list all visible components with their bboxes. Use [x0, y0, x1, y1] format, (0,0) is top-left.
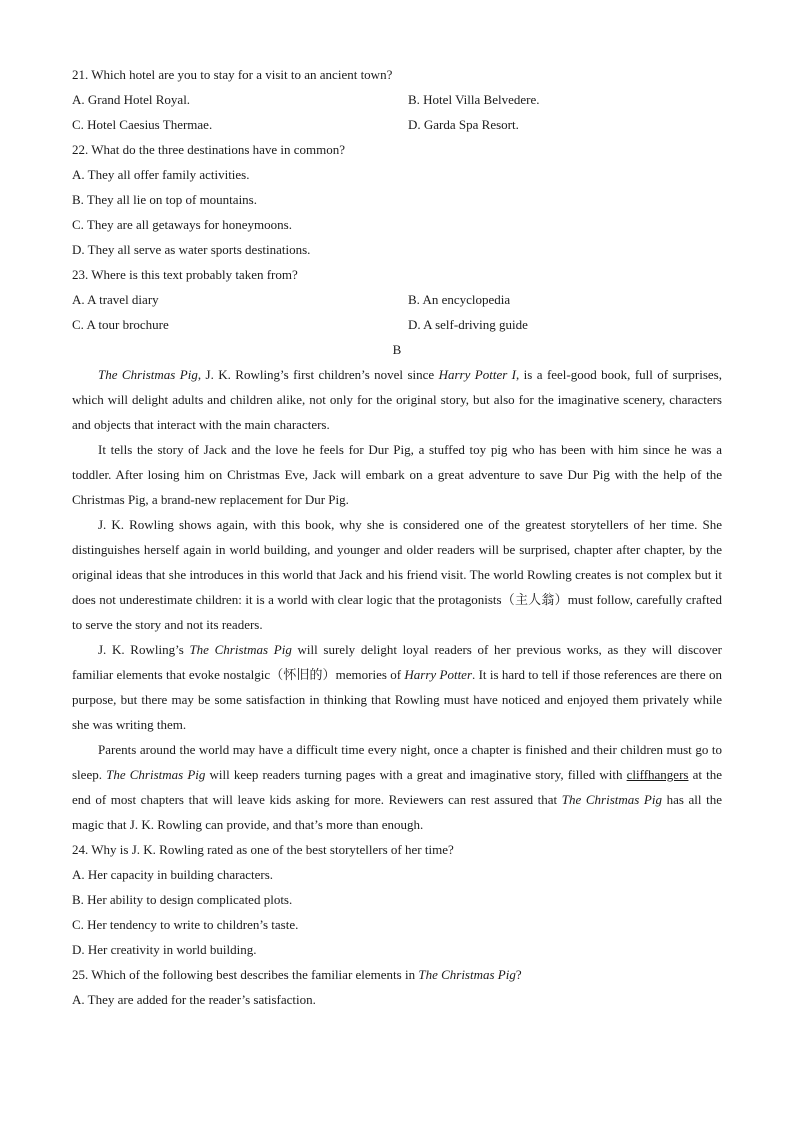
- question-22-stem: 22. What do the three destinations have in common?: [72, 142, 346, 157]
- question-21-option-b: B. Hotel Villa Belvedere.: [408, 92, 540, 107]
- book-title: The Christmas Pig: [418, 967, 516, 982]
- question-21-option-d: D. Garda Spa Resort.: [408, 117, 519, 132]
- question-22-option-a: A. They all offer family activities.: [72, 167, 250, 182]
- question-23-stem: 23. Where is this text probably taken from?: [72, 267, 298, 282]
- question-text: 25. Which of the following best describes the familiar elements in: [72, 967, 419, 982]
- passage-paragraph-5: [72, 737, 722, 837]
- passage-paragraph-2: It tells the story of Jack and the love he feels for Dur Pig, a stuffed toy pig who has been with him since he was a toddler. After losing him on Christmas Eve, Jack will embark on a great adventure to save Dur Pig with the help of the Christmas Pig, a brand-new replacement for Dur Pig.: [72, 442, 722, 507]
- passage-paragraph-3: J. K. Rowling shows again, with this book, why she is considered one of the greatest storytellers of her time. She distinguishes herself again in world building, and younger and older readers will be surprised, chapter after chapter, by the original ideas that she introduces in this world that Jack and his friend visit. The world Rowling creates is not complex but it does not underestimate children: it is a world with clear logic that the protagonists（主人翁）must follow, carefully crafted to serve the story and not its readers.: [72, 517, 722, 632]
- book-title: The Christmas Pig: [106, 767, 206, 782]
- paragraph-text: J. K. Rowling’s: [98, 642, 190, 657]
- section-label: B: [392, 342, 402, 357]
- question-24-option-d: D. Her creativity in world building.: [72, 942, 257, 957]
- paragraph-text: will surely delight loyal readers of her previous works, as they will discover familiar elements that evoke nostalgic（怀旧的）memories of: [72, 642, 722, 682]
- question-text: ?: [515, 967, 522, 982]
- question-21-options-row-1: [72, 87, 722, 112]
- book-title: Harry Potter I: [438, 367, 517, 382]
- question-25-option-a: A. They are added for the reader’s satisfaction.: [72, 992, 316, 1007]
- question-24-option-a: A. Her capacity in building characters.: [72, 867, 274, 882]
- passage-paragraph-1: [72, 362, 722, 437]
- question-23-option-a: A. A travel diary: [72, 292, 159, 307]
- question-24-stem: 24. Why is J. K. Rowling rated as one of the best storytellers of her time?: [72, 842, 454, 857]
- exam-page: [72, 62, 722, 1012]
- book-title: The Christmas Pig: [98, 367, 198, 382]
- paragraph-text: , is a feel-good book, full of surprises, which will delight adults and children alike, not only for the original story, but also for the imaginative scenery, characters and objects that interact with the main characters.: [72, 367, 722, 432]
- question-23-options-row-2: [72, 312, 722, 337]
- question-21-stem: 21. Which hotel are you to stay for a visit to an ancient town?: [72, 67, 393, 82]
- paragraph-text: Parents around the world may have a difficult time every night, once a chapter is finished and their children must go to sleep.: [72, 742, 722, 782]
- book-title: The Christmas Pig: [189, 642, 292, 657]
- question-21-options-row-2: [72, 112, 722, 137]
- question-24-option-b: B. Her ability to design complicated plots.: [72, 892, 293, 907]
- underlined-word: cliffhangers: [626, 767, 689, 782]
- question-21-option-c: C. Hotel Caesius Thermae.: [72, 117, 213, 132]
- book-title: The Christmas Pig: [561, 792, 662, 807]
- paragraph-text: , J. K. Rowling’s first children’s novel since: [197, 367, 439, 382]
- paragraph-text: will keep readers turning pages with a great and imaginative story, filled with: [205, 767, 627, 782]
- question-22-option-b: B. They all lie on top of mountains.: [72, 192, 257, 207]
- question-22-option-c: C. They are all getaways for honeymoons.: [72, 217, 292, 232]
- passage-paragraph-4: [72, 637, 722, 737]
- question-23-options-row-1: [72, 287, 722, 312]
- question-23-option-b: B. An encyclopedia: [408, 292, 511, 307]
- paragraph-text: . It is hard to tell if those references are there on purpose, but there may be some satisfaction in thinking that Rowling must have noticed and enjoyed them privately while she was writing them.: [72, 667, 722, 732]
- question-21-option-a: A. Grand Hotel Royal.: [72, 92, 191, 107]
- paragraph-text: has all the magic that J. K. Rowling can provide, and that’s more than enough.: [72, 792, 722, 832]
- question-23-option-d: D. A self-driving guide: [408, 317, 528, 332]
- question-24-option-c: C. Her tendency to write to children’s taste.: [72, 917, 299, 932]
- question-25-stem: [72, 962, 722, 987]
- question-22-option-d: D. They all serve as water sports destinations.: [72, 242, 311, 257]
- paragraph-text: at the end of most chapters that will leave kids asking for more. Reviewers can rest assured that: [72, 767, 722, 807]
- question-23-option-c: C. A tour brochure: [72, 317, 169, 332]
- book-title: Harry Potter: [404, 667, 473, 682]
